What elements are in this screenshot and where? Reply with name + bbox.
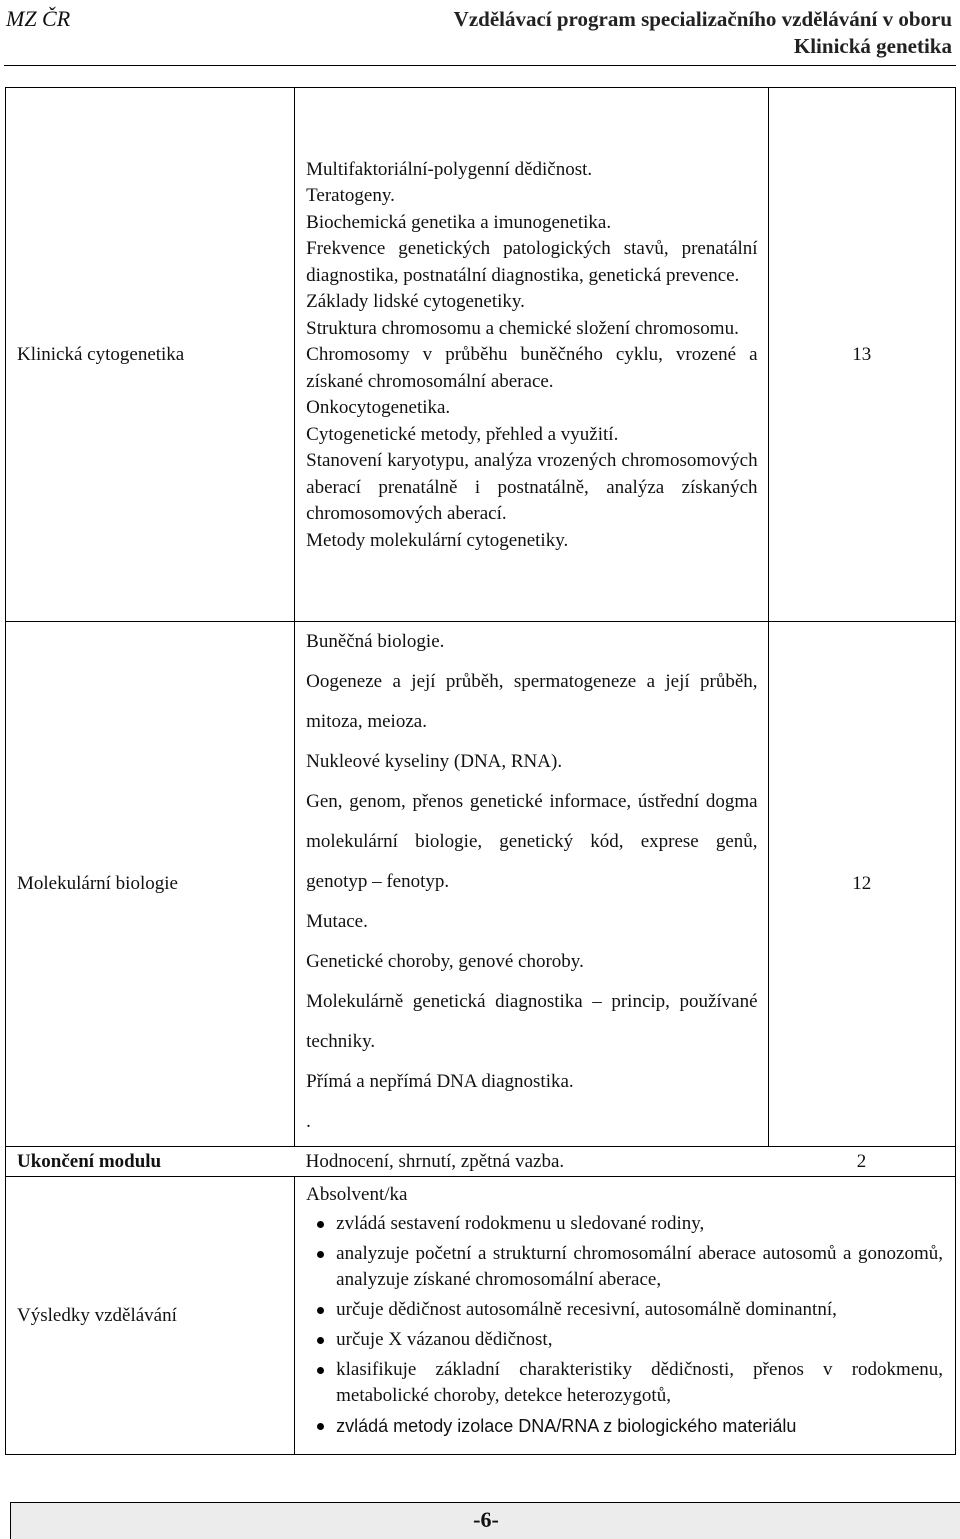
content-line: Oogeneze a její průběh, spermatogeneze a její průběh, mitoza, meioza.	[306, 671, 758, 732]
outcome-item: analyzuje početní a strukturní chromosomální aberace autosomů a gonozomů, analyzuje získané chromosomální aberace,	[336, 1241, 943, 1293]
header-divider	[4, 65, 956, 66]
row-content	[295, 88, 768, 622]
header-title-line1: Vzdělávací program specializačního vzdělávání v oboru	[453, 7, 952, 31]
content-line: Teratogeny.	[306, 185, 395, 207]
row-hours: 12	[768, 622, 955, 1147]
row-title: Molekulární biologie	[6, 622, 295, 1147]
content-line: Multifaktoriální-polygenní dědičnost.	[306, 158, 593, 180]
page-footer	[10, 1502, 960, 1539]
row-module-end	[6, 1147, 956, 1177]
outcome-item: zvládá metody izolace DNA/RNA z biologického materiálu	[336, 1413, 943, 1439]
content-line: Cytogenetické metody, přehled a využití.	[306, 423, 619, 445]
content-line: Frekvence genetických patologických stavů, prenatální diagnostika, postnatální diagnostika, genetická prevence.	[306, 238, 758, 286]
row-content: Hodnocení, shrnutí, zpětná vazba.	[295, 1147, 768, 1177]
row-title: Ukončení modulu	[6, 1147, 295, 1177]
content-line: Stanovení karyotypu, analýza vrozených chromosomových aberací prenatálně i postnatálně, analýza získaných chromosomových aberací.	[306, 450, 758, 525]
content-line: Genetické choroby, genové choroby.	[306, 951, 584, 972]
page-header	[0, 0, 960, 64]
outcome-item: klasifikuje základní charakteristiky dědičnosti, přenos v rodokmenu, metabolické choroby, detekce heterozygotů,	[336, 1357, 943, 1409]
row-hours: 2	[768, 1147, 955, 1177]
row-molecular-biology	[6, 622, 956, 1147]
outcomes-list	[306, 1211, 943, 1439]
content-line: Gen, genom, přenos genetické informace, ústřední dogma molekulární biologie, genetický kód, exprese genů, genotyp – fenotyp.	[306, 791, 758, 892]
row-content	[295, 622, 768, 1147]
header-title-line2: Klinická genetika	[793, 34, 952, 58]
content-line: Chromosomy v průběhu buněčného cyklu, vrozené a získané chromosomální aberace.	[306, 344, 758, 392]
outcome-item: určuje dědičnost autosomálně recesivní, autosomálně dominantní,	[336, 1297, 943, 1323]
header-ministry: MZ ČR	[6, 6, 71, 31]
page-number: -6-	[473, 1507, 499, 1532]
content-line: Základy lidské cytogenetiky.	[306, 291, 525, 313]
content-line: Nukleové kyseliny (DNA, RNA).	[306, 751, 563, 772]
content-line: Biochemická genetika a imunogenetika.	[306, 211, 612, 233]
row-title: Klinická cytogenetika	[6, 88, 295, 622]
content-line: Přímá a nepřímá DNA diagnostika.	[306, 1071, 574, 1092]
outcome-item: zvládá sestavení rodokmenu u sledované rodiny,	[336, 1211, 943, 1237]
outcome-item: určuje X vázanou dědičnost,	[336, 1327, 943, 1353]
content-line: Onkocytogenetika.	[306, 397, 451, 419]
content-line: Metody molekulární cytogenetiky.	[306, 529, 569, 551]
header-title	[454, 6, 952, 60]
module-table	[5, 87, 956, 1455]
content-line: Molekulárně genetická diagnostika – princip, používané techniky.	[306, 991, 758, 1052]
row-content	[295, 1177, 956, 1455]
row-cytogenetics	[6, 88, 956, 622]
content-line: Mutace.	[306, 911, 368, 932]
content-line: .	[306, 1111, 311, 1132]
row-title: Výsledky vzdělávání	[6, 1177, 295, 1455]
content-line: Buněčná biologie.	[306, 631, 445, 652]
content-line: Struktura chromosomu a chemické složení chromosomu.	[306, 317, 739, 339]
row-outcomes	[6, 1177, 956, 1455]
row-hours: 13	[768, 88, 955, 622]
outcomes-intro: Absolvent/ka	[306, 1184, 408, 1205]
